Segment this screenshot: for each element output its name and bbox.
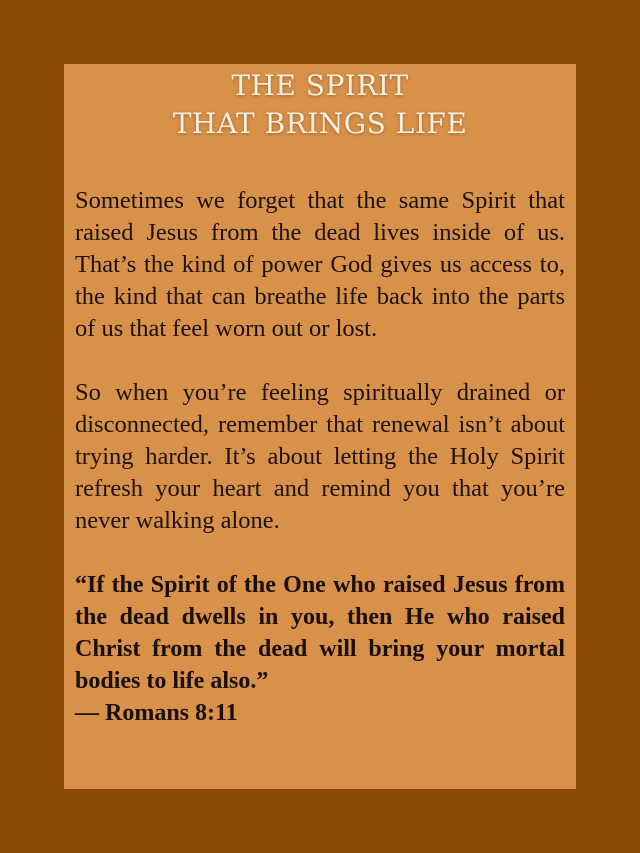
page-title <box>75 67 565 143</box>
body-text <box>75 185 565 729</box>
scripture-reference: — Romans 8:11 <box>75 700 238 726</box>
title-line-1: THE SPIRIT <box>231 69 409 102</box>
paragraph-2: So when you’re feeling spiritually drained or disconnected, remember that renewal isn’t about trying harder. It’s about letting the Holy Spirit refresh your heart and remind you that you’re never walking alone. <box>75 379 565 534</box>
paragraph-1: Sometimes we forget that the same Spirit that raised Jesus from the dead lives inside of us. That’s the kind of power God gives us access to, the kind that can breathe life back into the parts of us that feel worn out or lost. <box>75 187 565 342</box>
content-card <box>64 64 576 789</box>
scripture-quote: “If the Spirit of the One who raised Jesus from the dead dwells in you, then He who raised Christ from the dead will bring your mortal bodies to life also.” <box>75 572 565 694</box>
title-line-2: THAT BRINGS LIFE <box>172 107 468 140</box>
